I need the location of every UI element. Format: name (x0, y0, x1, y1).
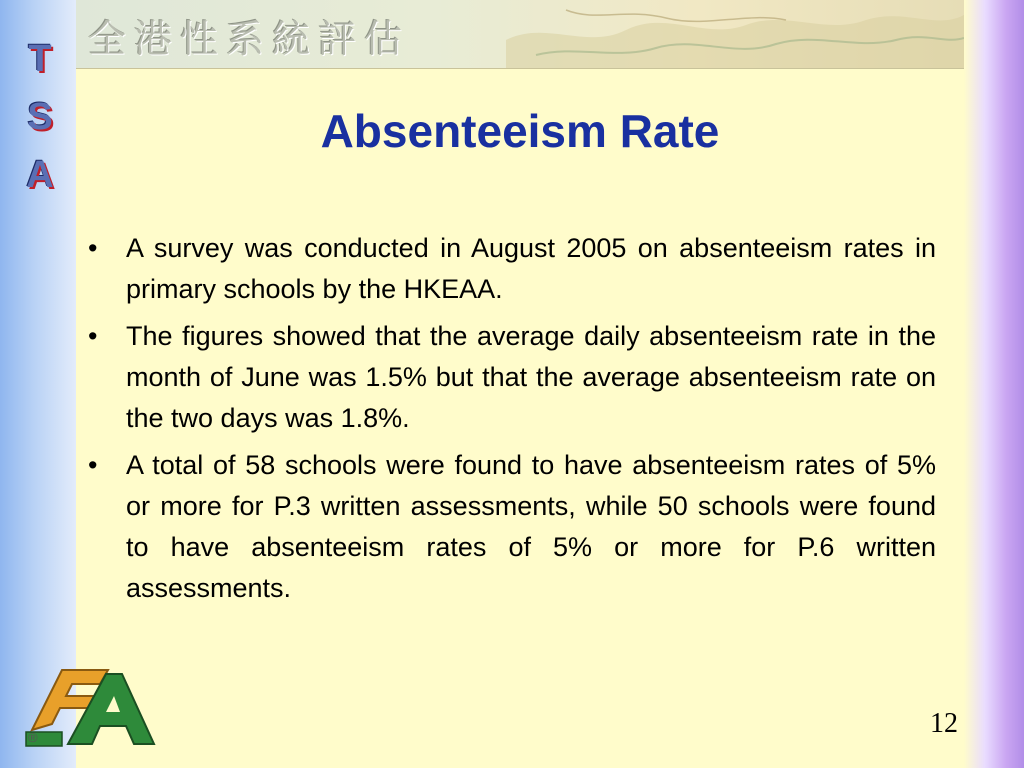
bullet-item (88, 228, 936, 310)
side-letter-s: S (27, 96, 53, 138)
bullet-item (88, 316, 936, 439)
bullet-list (88, 228, 936, 615)
bullet-text: A total of 58 schools were found to have absenteeism rates of 5% or more for P.3 written assessments, while 50 schools were found to have absenteeism rates of 5% or more for P.6 written assessments. (126, 450, 936, 603)
map-decoration-icon (506, 0, 964, 68)
registered-mark: ® (28, 730, 38, 745)
bullet-symbol: • (88, 321, 98, 351)
slide-title: Absenteeism Rate (320, 105, 720, 157)
page-number: 12 (930, 708, 958, 739)
hkeaa-logo-icon (22, 660, 158, 752)
bullet-text: The figures showed that the average daily absenteeism rate in the month of June was 1.5% but that the average absenteeism rate on the two days was 1.8%. (126, 321, 936, 433)
bullet-text: A survey was conducted in August 2005 on absenteeism rates in primary schools by the HKEAA. (126, 233, 936, 304)
right-gradient-strip (964, 0, 1024, 768)
bullet-symbol: • (88, 450, 98, 480)
bullet-symbol: • (88, 233, 98, 263)
tsa-side-letters (18, 30, 62, 204)
bullet-item (88, 445, 936, 609)
side-letter-t: T (28, 38, 52, 80)
banner-chinese-title: 全港性系統評估 (88, 17, 411, 61)
header-banner (76, 0, 964, 69)
side-letter-a: A (26, 154, 54, 196)
